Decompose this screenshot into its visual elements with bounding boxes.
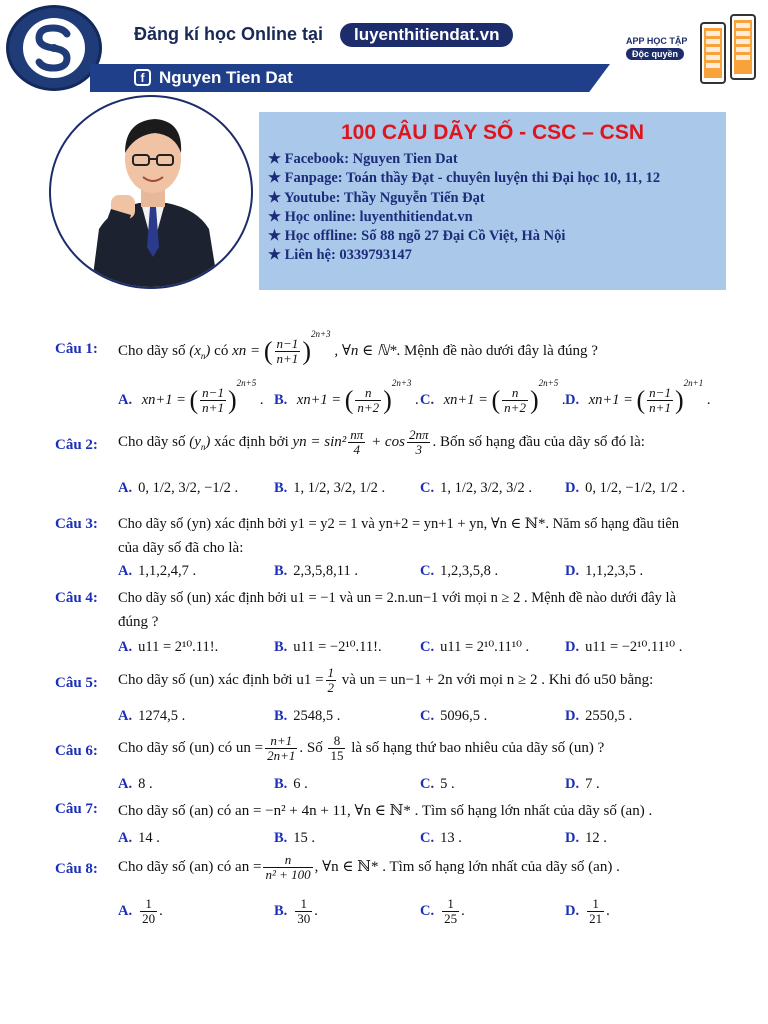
option-b[interactable] [274,480,385,497]
opt-lhs: xn+1 = [443,392,488,408]
opt-tail: . [314,902,318,919]
option-letter: B. [274,830,288,846]
website-link[interactable]: luyenthitiendat.vn [340,23,513,47]
frac-den: 15 [330,748,344,763]
frac-den: 3 [415,442,422,457]
info-fanpage: ★ Fanpage: Toán thầy Đạt - chuyên luyện thi Đại học 10, 11, 12 [268,170,661,186]
frac-den: n² + 100 [265,867,311,882]
option-letter: D. [565,708,580,724]
option-a[interactable] [118,897,163,926]
option-b[interactable] [274,897,318,926]
option-d[interactable] [565,639,682,656]
frac-den: 2 [327,680,335,695]
opt-tail: . [415,392,419,408]
opt-lhs: xn+1 = [588,392,633,408]
option-letter: A. [118,480,133,496]
option-text: 1274,5 . [138,708,186,724]
brand-logo [6,5,102,91]
q-condition: , ∀n ∈ ℕ* [334,343,397,359]
frac-den: 20 [142,911,156,926]
option-text: 6 . [293,776,308,792]
frac-den: n+2 [357,400,380,416]
option-letter: A. [118,830,133,846]
frac-num: n [355,386,381,401]
option-b[interactable] [274,563,358,580]
option-text: 14 . [138,830,160,846]
option-text: 1,1,2,4,7 . [138,563,197,579]
question-label: Câu 6: [55,743,98,759]
option-b[interactable] [274,830,315,847]
option-d[interactable] [565,830,607,847]
option-text: 12 . [585,830,607,846]
frac-num: 1 [442,897,459,912]
option-letter: B. [274,902,288,919]
option-d[interactable] [565,563,643,580]
question-text: Cho dãy số (an) có an = −n² + 4n + 11, ∀n ∈ ℕ* . Tìm số hạng lớn nhất của dãy số (an) . [118,803,653,819]
option-c[interactable]: C. xn+1 = ( $\frac{n}{n+2}$ )$^{2n+5}$ . [420,378,566,416]
option-c[interactable] [420,708,487,725]
option-letter: D. [565,776,580,792]
frac-den: 30 [297,911,311,926]
frac-den: n+1 [202,400,224,416]
question-label: Câu 7: [55,801,98,817]
option-b[interactable] [274,639,382,656]
question-text: Cho dãy số (un) xác định bởi u1 = −1 và un = 2.n.un−1 với mọi n ≥ 2 . Mệnh đề nào dưới đây là [118,590,677,606]
info-youtube: ★ Youtube: Thầy Nguyễn Tiến Đạt [268,190,485,206]
option-letter: A. [118,563,133,579]
frac-num: n [263,853,312,868]
option-text: 0, 1/2, 3/2, −1/2 . [138,480,239,496]
frac-den: n+1 [276,351,299,367]
info-offline: ★ Học offline: Số 88 ngõ 27 Đại Cồ Việt, Hà Nội [268,228,566,244]
exponent: 2n+5 [538,378,559,388]
question-text: của dãy số đã cho là: [118,540,244,556]
option-letter: A. [118,639,133,655]
option-text: 1, 1/2, 3/2, 3/2 . [440,480,532,496]
option-b[interactable] [274,776,308,793]
question-text: đúng ? [118,614,159,630]
option-letter: D. [565,480,580,496]
q-text-part: . Mệnh đề nào dưới đây là đúng ? [396,343,598,359]
q-text-part: . Bốn số hạng đầu của dãy số đó là: [432,433,645,450]
frac-num: n−1 [276,336,299,352]
frac-den: 25 [444,911,458,926]
option-text: u11 = −2¹⁰.11!. [293,639,382,655]
frac-num: 1 [327,665,335,680]
option-letter: C. [420,830,435,846]
frac-num: 1 [587,897,604,912]
option-c[interactable] [420,897,465,926]
question-text: Cho dãy số $(y_n)$ xác định bởi yn = sin² $\frac{n\pi}{4}$ + cos $\frac{2n\pi}{3}$ . Bốn số hạng đầu của dãy số đó là: [118,427,645,457]
option-letter: A. [118,708,133,724]
opt-tail: . [259,392,264,408]
exponent: 2n+1 [683,378,704,388]
option-a[interactable] [118,708,185,725]
option-letter: B. [274,639,288,655]
option-letter: B. [274,708,288,724]
frac-num: 1 [295,897,312,912]
option-a[interactable] [118,830,160,847]
facebook-name[interactable]: Nguyen Tien Dat [159,68,293,87]
signup-text: Đăng kí học Online tại [134,24,324,44]
option-letter: D. [565,902,580,919]
question-label: Câu 8: [55,861,98,877]
question-label: Câu 4: [55,590,98,606]
option-a[interactable] [118,563,196,580]
option-text: 1, 1/2, 3/2, 1/2 . [293,480,386,496]
q-text-part: Cho dãy số (an) có an = [118,858,262,875]
opt-tail: . [561,392,566,408]
option-text: 5096,5 . [440,708,488,724]
q-text-part: là số hạng thứ bao nhiêu của dãy số (un) ? [351,739,605,756]
option-text: 1,2,3,5,8 . [440,563,499,579]
option-b[interactable]: B. xn+1 = ( $\frac{n}{n+2}$ )$^{2n+3}$ . [274,378,419,416]
option-letter: D. [565,563,580,579]
q-text-part: Cho dãy số [118,433,186,450]
teacher-portrait [49,95,253,289]
option-letter: C. [420,480,435,496]
q-text-part: . Số [299,739,323,756]
option-a[interactable] [118,480,238,497]
option-c[interactable] [420,563,498,580]
question-text [118,734,604,763]
question-label: Câu 2: [55,437,98,453]
option-text: 2550,5 . [585,708,633,724]
frac-den: n+1 [649,400,671,416]
frac-den: 2n+1 [267,748,296,763]
opt-tail: . [159,902,163,919]
info-box [259,112,726,290]
option-letter: C. [420,708,435,724]
opt-lhs: xn+1 = [141,392,186,408]
q-text-part: , ∀n ∈ ℕ* . Tìm số hạng lớn nhất của dãy số (an) . [314,858,620,875]
frac-den: 4 [353,442,361,457]
q-text-part: Cho dãy số [118,343,186,359]
q-text-part: xác định bởi [214,433,289,450]
option-letter: D. [565,830,580,846]
info-online: ★ Học online: luyenthitiendat.vn [268,209,473,225]
option-c[interactable] [420,830,462,847]
app-title: APP HỌC TẬP [626,36,688,46]
option-text: 1,1,2,3,5 . [585,563,644,579]
question-label: Câu 3: [55,516,98,532]
option-d[interactable] [565,776,600,793]
phone-icon [700,22,726,84]
option-letter: A. [118,392,133,408]
q-formula: xn = [232,343,261,359]
frac-num: 2nπ [408,427,429,442]
exponent: 2n+3 [310,329,331,339]
option-letter: A. [118,776,133,792]
option-letter: C. [420,563,435,579]
q-text-part: có [214,343,229,359]
option-text: 15 . [293,830,316,846]
option-letter: C. [420,776,435,792]
q-text-part: Cho dãy số (un) có un = [118,739,264,756]
option-text: 13 . [440,830,462,846]
app-badge: Độc quyền [626,48,684,60]
frac-num: 1 [140,897,157,912]
facebook-icon: f [134,69,151,86]
question-text [118,853,620,882]
frac-den: n+2 [504,400,526,416]
option-d[interactable] [565,708,632,725]
q-text-part: Cho dãy số (un) xác định bởi u1 = [118,671,324,688]
option-letter: C. [420,902,435,919]
option-c[interactable] [420,639,529,656]
phone-icon [730,14,756,80]
option-c[interactable] [420,776,455,793]
option-text: u11 = −2¹⁰.11¹⁰ . [585,639,683,655]
option-letter: C. [420,392,435,408]
option-text: 0, 1/2, −1/2, 1/2 . [585,480,686,496]
exponent: 2n+5 [236,378,257,388]
option-letter: B. [274,776,288,792]
q-text-part: và un = un−1 + 2n với mọi n ≥ 2 . Khi đó u50 bằng: [341,671,654,688]
question-label: Câu 1: [55,341,98,357]
frac-num: n−1 [202,385,224,401]
option-text: 5 . [440,776,455,792]
question-text: Cho dãy số (yn) xác định bởi y1 = y2 = 1 và yn+2 = yn+1 + yn, ∀n ∈ ℕ*. Năm số hạng đầu tiên [118,516,680,532]
option-letter: D. [565,392,580,408]
option-d[interactable] [565,480,685,497]
option-d[interactable]: D. xn+1 = ( $\frac{n-1}{n+1}$ )$^{2n+1}$ . [565,378,711,416]
page-header [0,0,768,92]
option-letter: D. [565,639,580,655]
opt-tail: . [606,902,610,919]
frac-num: nπ [350,427,364,442]
option-text: 8 . [138,776,153,792]
frac-num: n−1 [649,385,671,401]
info-facebook: ★ Facebook: Nguyen Tien Dat [268,151,458,167]
exponent: 2n+3 [391,378,412,388]
option-text: 2548,5 . [293,708,341,724]
opt-tail: . [461,902,465,919]
option-a[interactable] [118,776,153,793]
option-letter: C. [420,639,435,655]
question-text [118,666,653,695]
option-c[interactable] [420,480,532,497]
info-contact: ★ Liên hệ: 0339793147 [268,247,412,263]
question-text: Cho dãy số $(x_n)$ có xn = ( $\frac{n-1}{n+1}$ )$^{2n+3}$ , ∀n ∈ ℕ*. Mệnh đề nào dưới đây là đúng ? [118,329,598,367]
option-letter: B. [274,563,288,579]
option-d[interactable] [565,897,610,926]
opt-lhs: xn+1 = [296,392,342,408]
question-label: Câu 5: [55,675,98,691]
option-letter: B. [274,392,288,408]
option-letter: A. [118,902,133,919]
frac-num: n [502,386,528,401]
frac-num: 8 [328,734,345,749]
option-a[interactable] [118,639,218,656]
option-text: 7 . [585,776,600,792]
option-a[interactable]: A. xn+1 = ( $\frac{n-1}{n+1}$ )$^{2n+5}$ . [118,378,264,416]
q-formula: + cos [371,433,405,450]
document-title: 100 CÂU DÃY SỐ - CSC – CSN [340,121,645,144]
option-text: u11 = 2¹⁰.11¹⁰ . [440,639,530,655]
q-formula: yn = sin² [292,433,347,450]
opt-tail: . [706,392,711,408]
option-b[interactable] [274,708,340,725]
frac-den: 21 [589,911,603,926]
frac-num: n+1 [265,734,297,749]
option-text: u11 = 2¹⁰.11!. [138,639,219,655]
option-letter: B. [274,480,288,496]
s-logo-icon [23,18,85,78]
option-text: 2,3,5,8,11 . [293,563,359,579]
